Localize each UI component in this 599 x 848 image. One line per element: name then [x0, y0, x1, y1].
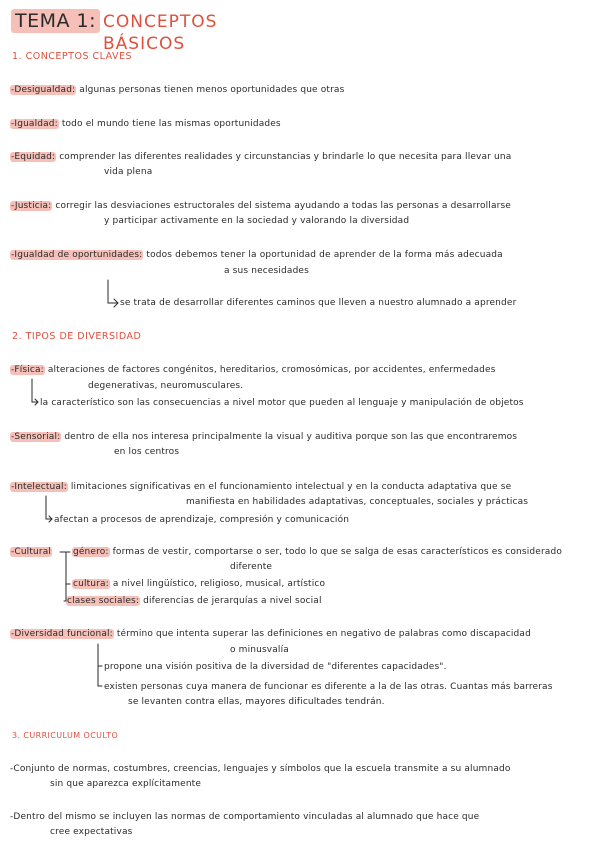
- definition: comprender las diferentes realidades y circunstancias y brindarle lo que necesita para llevar una: [59, 152, 512, 162]
- diversidad-intelectual-cont: manifiesta en habilidades adaptativas, conceptuales, sociales y prácticas: [186, 497, 529, 507]
- definition: formas de vestir, comportarse o ser, todo lo que se salga de esas característicos es considerado: [112, 547, 562, 557]
- definition: diferencias de jerarquías a nivel social: [143, 596, 322, 606]
- term: clases sociales:: [67, 596, 140, 606]
- section-heading-2: 2. TIPOS DE DIVERSIDAD: [12, 331, 142, 342]
- diversidad-intelectual-note: afectan a procesos de aprendizaje, compresión y comunicación: [54, 515, 350, 525]
- definition: algunas personas tienen menos oportunidades que otras: [79, 85, 345, 95]
- term: -Igualdad:: [11, 119, 58, 129]
- definition: a nivel lingüístico, religioso, musical, artístico: [112, 579, 326, 589]
- term: género:: [73, 547, 109, 557]
- concept-igualdad-oportunidades-note: se trata de desarrollar diferentes caminos que lleven a nuestro alumnado a aprender: [120, 298, 517, 308]
- section-heading-1: 1. CONCEPTOS CLAVES: [12, 51, 133, 62]
- definition: limitaciones significativas en el funcionamiento intelectual y en la conducta adaptativa que se: [70, 482, 512, 492]
- diversidad-funcional-bullet-2-cont: se levanten contra ellas, mayores dificultades tendrán.: [128, 697, 385, 707]
- definition: todos debemos tener la oportunidad de aprender de la forma más adecuada: [146, 250, 503, 260]
- diversidad-funcional-cont: o minusvalía: [230, 645, 289, 655]
- term: -Desigualdad:: [11, 85, 76, 95]
- curriculum-item-2-cont: cree expectativas: [50, 827, 133, 837]
- curriculum-item-1-cont: sin que aparezca explícitamente: [50, 779, 202, 789]
- diversidad-funcional-bullet-2: existen personas cuya manera de funcionar es diferente a la de las otras. Cuantas más barreras: [104, 682, 553, 692]
- diversidad-funcional-bullet-1: propone una visión positiva de la diversidad de "diferentes capacidades".: [104, 662, 447, 672]
- diversidad-sensorial-cont: en los centros: [114, 447, 180, 457]
- concept-justicia-cont: y participar activamente en la sociedad y valorando la diversidad: [104, 216, 410, 226]
- curriculum-item-1: -Conjunto de normas, costumbres, creencias, lenguajes y símbolos que la escuela transmite a su alumnado: [10, 764, 511, 774]
- cultural-genero-cont: diferente: [230, 562, 273, 572]
- definition: alteraciones de factores congénitos, hereditarios, cromosómicas, por accidentes, enfermedades: [47, 365, 496, 375]
- term: -Cultural: [11, 547, 52, 557]
- term: -Equidad:: [11, 152, 56, 162]
- term: -Física:: [11, 365, 44, 375]
- page-subtitle: CONCEPTOS BÁSICOS: [103, 12, 218, 54]
- term: -Sensorial:: [11, 432, 61, 442]
- concept-equidad-cont: vida plena: [104, 167, 153, 177]
- concept-igualdad-oportunidades-cont: a sus necesidades: [224, 266, 309, 276]
- term: -Igualdad de oportunidades:: [11, 250, 143, 260]
- term: cultura:: [73, 579, 109, 589]
- arrow-icon: [98, 644, 102, 686]
- definition: dentro de ella nos interesa principalmente la visual y auditiva porque son las que encontraremos: [64, 432, 518, 442]
- section-heading-3: 3. CURRICULUM OCULTO: [12, 731, 119, 740]
- curriculum-item-2: -Dentro del mismo se incluyen las normas de comportamiento vinculadas al alumnado que hace que: [10, 812, 480, 822]
- term: -Diversidad funcional:: [11, 629, 113, 639]
- arrow-icon: [108, 280, 117, 303]
- diversidad-fisica-note: la característico son las consecuencias a nivel motor que pueden al lenguaje y manipulación de objetos: [40, 398, 524, 408]
- term: -Justicia:: [11, 201, 52, 211]
- definition: todo el mundo tiene las mismas oportunidades: [61, 119, 281, 129]
- diversidad-fisica-cont: degenerativas, neuromusculares.: [88, 381, 244, 391]
- page-title: TEMA 1:: [11, 9, 100, 33]
- definition: término que intenta superar las definiciones en negativo de palabras como discapacidad: [116, 629, 531, 639]
- term: -Intelectual:: [11, 482, 67, 492]
- definition: corregir las desviaciones estructorales del sistema ayudando a todas las personas a desarrollarse: [55, 201, 511, 211]
- bracket-icon: [60, 552, 66, 601]
